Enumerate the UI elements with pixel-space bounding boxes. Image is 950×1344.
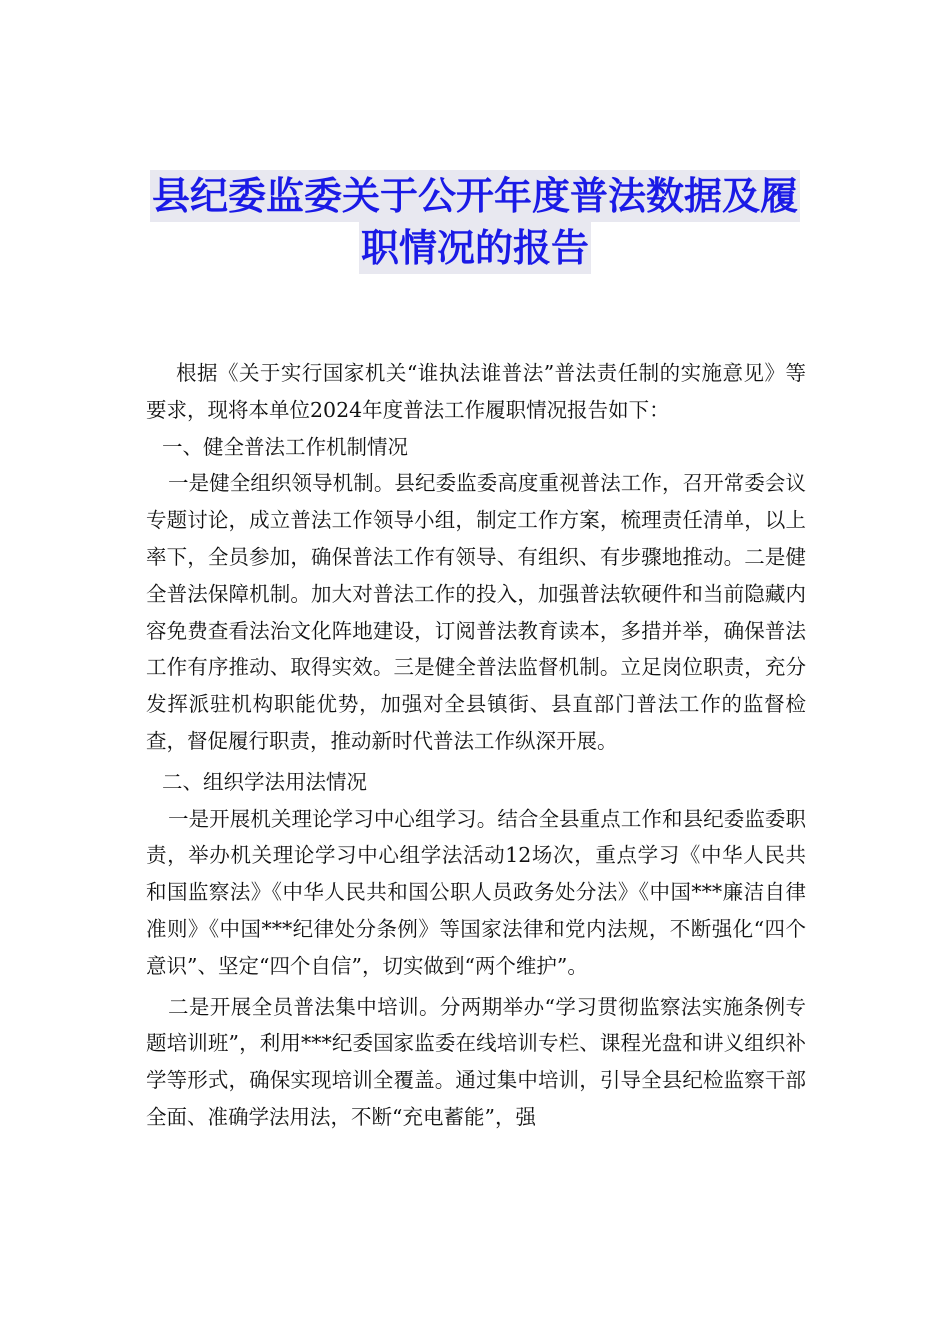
section-heading-1: 一、健全普法工作机制情况 xyxy=(162,434,408,459)
title-line-2: 职情况的报告 xyxy=(359,222,591,274)
body-paragraph: 一是健全组织领导机制。县纪委监委高度重视普法工作，召开常委会议专题讨论，成立普法工作领导小组，制定工作方案，梳理责任清单，以上率下，全员参加，确保普法工作有领导、有组织、有步骤地推动。二是健全普法保障机制。加大对普法工作的投入，加强普法软硬件和当前隐藏内容免费查看法治文化阵地建设，订阅普法教育读本，多措并举，确保普法工作有序推动、取得实效。三是健全普法监督机制。立足岗位职责，充分发挥派驻机构职能优势，加强对全县镇街、县直部门普法工作的监督检查，督促履行职责，推动新时代普法工作纵深开展。 xyxy=(146,471,806,753)
section-heading-2: 二、组织学法用法情况 xyxy=(162,769,367,794)
body-paragraph: 一是开展机关理论学习中心组学习。结合全县重点工作和县纪委监委职责，举办机关理论学习中心组学法活动12场次，重点学习《中华人民共和国监察法》《中华人民共和国公职人员政务处分法》《中国***廉洁自律准则》《中国***纪律处分条例》等国家法律和党内法规，不断强化“四个意识”、坚定“四个自信”，切实做到“两个维护”。 xyxy=(146,806,806,978)
title-line-1: 县纪委监委关于公开年度普法数据及履 xyxy=(150,170,800,222)
document-title xyxy=(0,170,950,274)
document-body xyxy=(146,355,806,1136)
intro-paragraph: 根据《关于实行国家机关“谁执法谁普法”普法责任制的实施意见》等要求，现将本单位2024年度普法工作履职情况报告如下： xyxy=(146,361,806,422)
body-paragraph: 二是开展全员普法集中培训。分两期举办“学习贯彻监察法实施条例专题培训班”，利用***纪委国家监委在线培训专栏、课程光盘和讲义组织补学等形式，确保实现培训全覆盖。通过集中培训，引导全县纪检监察干部全面、准确学法用法，不断“充电蓄能”，强 xyxy=(146,994,806,1129)
